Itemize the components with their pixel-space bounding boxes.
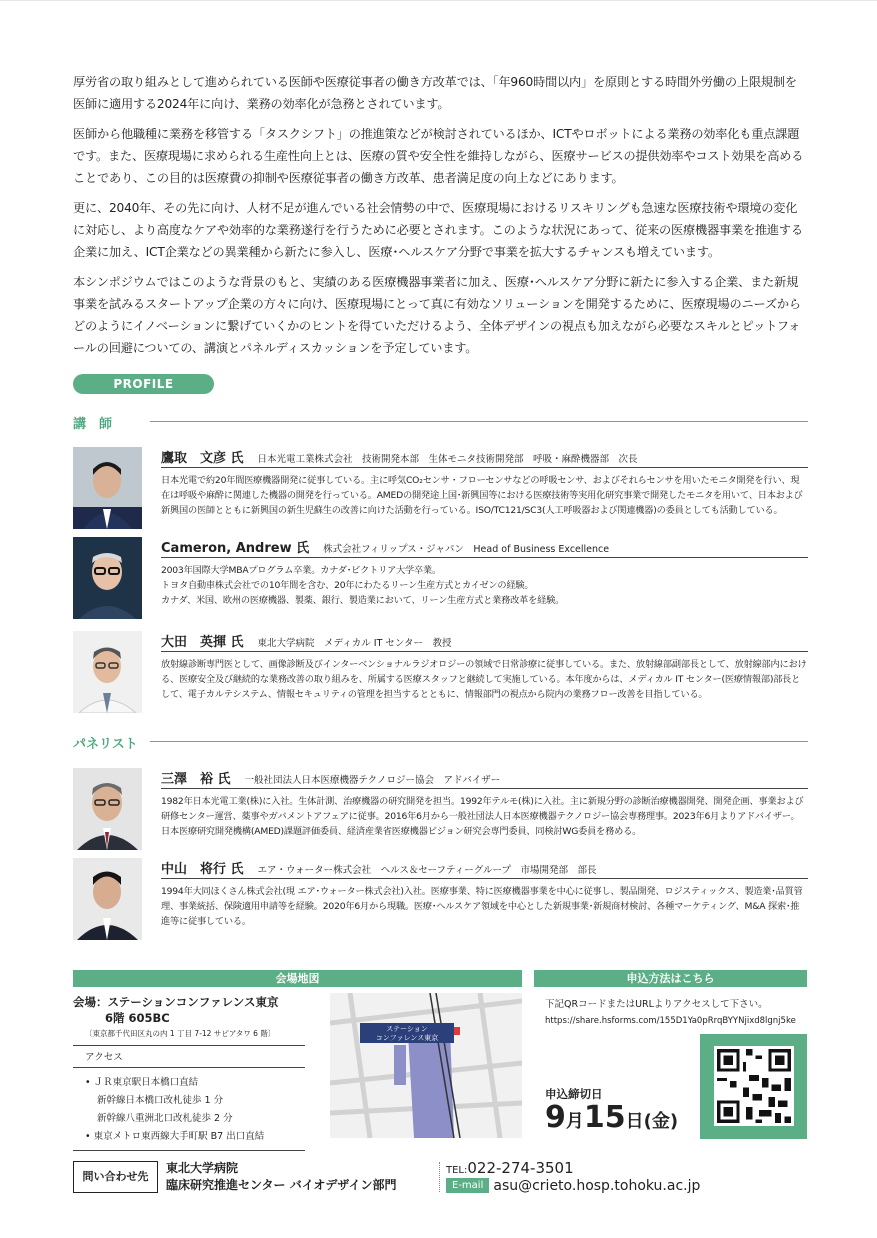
qr-code-icon[interactable] xyxy=(714,1046,794,1126)
speaker-3-photo xyxy=(73,631,142,713)
panelist-1-photo xyxy=(73,768,142,850)
panelist-2-photo xyxy=(73,858,142,940)
venue-name: 会場：ステーションコンファレンス東京 xyxy=(73,995,279,1009)
qr-frame xyxy=(700,1034,807,1139)
access-item: • 東京メトロ東西線大手町駅 B7 出口直結 xyxy=(85,1131,265,1142)
speaker-2 xyxy=(73,537,808,623)
panelist-1-name-row: 三澤 裕 氏 一般社団法人日本医療機器テクノロジー協会 アドバイザー xyxy=(161,772,501,787)
speaker-1-name-row: 鷹取 文彦 氏 日本光電工業株式会社 技術開発本部 生体モニタ技術開発部 呼吸・麻酔機器部 次長 xyxy=(161,451,638,466)
map-graphic xyxy=(330,993,522,1138)
speaker-2-photo xyxy=(73,537,142,619)
speaker-3-bio: 放射線診断専門医として、画像診断及びインターベンショナルラジオロジーの領域で日常診療に従事している。また、放射線部副部長として、放射線部内における、医療安全及び継続的な業務改善の取り組みを、所属する医療スタッフと継続して実施している。本年度からは、メディカル IT センター(医療情報部)部長として、電子カルテシステム、情報セキュリティの管理を担当するとともに、情報部門の視点から院内の業務フロー改善を目指している。 xyxy=(161,659,807,700)
venue-address: 〔東京都千代田区丸の内 1 丁目 7-12 サピアタワ 6 階〕 xyxy=(85,1029,276,1038)
intro-paragraph-4: 本シンポジウムではこのような背景のもと、実績のある医療機器事業者に加え、医療･ヘルスケア分野に新たに参入する企業、また新規事業を試みるスタートアップ企業の方々に向け、医療現場にとって真に有効なソリューションを開発するために、医療現場のニーズからどのようにイノベーションに繋げていくかのヒントを得ていただけるよう、全体デザインの視点も加えながら必要なスキルとピットフォールの回避についての、講演とパネルディスカッションを予定しています。 xyxy=(73,275,801,355)
panelist-2-rule xyxy=(161,878,808,879)
intro-paragraph-1: 厚労省の取り組みとして進められている医師や医療従事者の働き方改革では、「年960時間以内」を原則とする時間外労働の上限規制を医師に適用する2024年に向け、業務の効率化が急務とされています。 xyxy=(73,75,797,111)
speaker-3-name-row: 大田 英揮 氏 東北大学病院 メディカル IT センター 教授 xyxy=(161,635,452,650)
deadline-date: 9月15日(金) xyxy=(545,1100,679,1135)
apply-text: 下記QRコードまたはURLよりアクセスして下さい。 xyxy=(545,999,768,1010)
intro-text xyxy=(73,71,808,367)
speaker-1-photo xyxy=(73,447,142,529)
contact-organization: 東北大学病院 臨床研究推進センター バイオデザイン部門 xyxy=(166,1161,397,1192)
access-label: アクセス xyxy=(73,1045,305,1067)
venue-map xyxy=(330,993,522,1138)
contact-divider xyxy=(439,1162,440,1192)
speaker-2-name-row: Cameron, Andrew 氏 株式会社フィリップス・ジャパン Head of Business Excellence xyxy=(161,541,610,556)
apply-info xyxy=(545,996,807,1026)
access-item: 新幹線日本橋口改札徒歩 1 分 xyxy=(97,1095,224,1106)
intro-paragraph-3: 更に、2040年、その先に向け、人材不足が進んでいる社会情勢の中で、医療現場におけるリスキリングも急速な医療技術や環境の変化に対応し、より高度なケアや効率的な業務遂行を行うために必要とされます。このような状況にあって、従来の医療機器事業を推進する企業に加え、ICT企業などの異業種から新たに参入し、医療･ヘルスケア分野で事業を拡大するチャンスも増えています。 xyxy=(73,201,803,259)
contact-tel: TEL:022-274-3501 xyxy=(446,1159,574,1177)
profile-label: PROFILE xyxy=(73,374,214,394)
access-item: • ＪＲ東京駅日本橋口直結 xyxy=(85,1077,199,1088)
speakers-divider xyxy=(150,421,808,422)
panelist-1-rule xyxy=(161,788,808,789)
speaker-3-rule xyxy=(161,651,808,652)
svg-text:コンファレンス東京: コンファレンス東京 xyxy=(375,1034,439,1042)
venue-info xyxy=(73,994,305,1151)
apply-bar: 申込方法はこちら xyxy=(534,970,807,987)
apply-url[interactable]: https://share.hsforms.com/155D1Ya0pRrqBYYNjixd8lgnj5ke xyxy=(545,1016,796,1026)
venue-room: 6階 605BC xyxy=(105,1011,170,1025)
speaker-1 xyxy=(73,447,808,533)
panelist-1 xyxy=(73,768,808,854)
speaker-3 xyxy=(73,631,808,717)
speaker-2-rule xyxy=(161,557,808,558)
panelist-2-bio: 1994年大同ほくさん株式会社(現 エア･ウォーター株式会社)入社。医療事業、特に医療機器事業を中心に従事し、製品開発、ロジスティックス、製造業･品質管理、事業統括、保険適用申請等を経験。2020年6月から現職。医療･ヘルスケア領域を中心とした新規事業･新規商材検討、各種マーケティング、M&A 探索･推進等に従事している。 xyxy=(161,886,803,927)
intro-paragraph-2: 医師から他職種に業務を移管する「タスクシフト」の推進策などが検討されているほか、ICTやロボットによる業務の効率化も重点課題です。また、医療現場に求められる生産性向上とは、医療の質や安全性を維持しながら、医療サービスの提供効率やコスト効果を高めることであり、この目的は医療費の抑制や医療従事者の働き方改革、患者満足度の向上などにあります。 xyxy=(73,127,804,185)
contact-email: E-mail asu@crieto.hosp.tohoku.ac.jp xyxy=(446,1178,700,1194)
speakers-heading: 講 師 xyxy=(73,417,113,432)
access-list xyxy=(73,1067,305,1146)
contact-label: 問い合わせ先 xyxy=(73,1161,158,1193)
access-end-rule xyxy=(73,1150,305,1151)
venue-map-bar: 会場地図 xyxy=(73,970,522,987)
panelists-heading: パネリスト xyxy=(73,737,138,752)
deadline-label: 申込締切日 xyxy=(545,1087,603,1101)
speaker-1-bio: 日本光電で約20年間医療機器開発に従事している。主に呼気CO₂センサ・フローセンサなどの呼吸センサ、およびそれらセンサを用いたモニタ開発を行い、現在は呼吸や麻酔に関連した機器の開発を行っている。AMEDの開発途上国･新興国等における医療技術等実用化研究事業で開発したモニタを用いて、日本および新興国の医師とともに新興国の新生児蘇生の改善に向けた活動を行っている。ISO/TC121/SC3(人工呼吸器および関連機器)の委員としても活動している。 xyxy=(161,475,803,516)
panelist-2 xyxy=(73,858,808,944)
speaker-1-rule xyxy=(161,467,808,468)
panelist-2-name-row: 中山 将行 氏 エア・ウォーター株式会社 ヘルス＆セーフティーグループ 市場開発部 部長 xyxy=(161,862,597,877)
speaker-2-bio: 2003年国際大学MBAプログラム卒業。カナダ･ビクトリア大学卒業。 トヨタ自動車株式会社での10年間を含む、20年にわたるリーン生産方式とカイゼンの経験。 カナダ、米国、欧州の医療機器、製薬、銀行、製造業において、リーン生産方式と業務改革を経験。 xyxy=(161,565,565,606)
panelist-1-bio: 1982年日本光電工業(株)に入社。生体計測、治療機器の研究開発を担当。1992年テルモ(株)に入社。主に新規分野の診断治療機器開発、開発企画、事業および研修センター運営、薬事やガバメントアフェアに従事。2016年6月から一般社団法人日本医療機器テクノロジー協会専務理事。2023年6月よりアドバイザー。日本医療研究開発機構(AMED)課題評価委員、経済産業省医療機器ビジョン研究会専門委員、同検討WG委員を務める。 xyxy=(161,796,804,837)
svg-text:ステーション: ステーション xyxy=(386,1025,428,1033)
access-item: 新幹線八重洲北口改札徒歩 2 分 xyxy=(97,1113,233,1124)
panelists-divider xyxy=(150,741,808,742)
